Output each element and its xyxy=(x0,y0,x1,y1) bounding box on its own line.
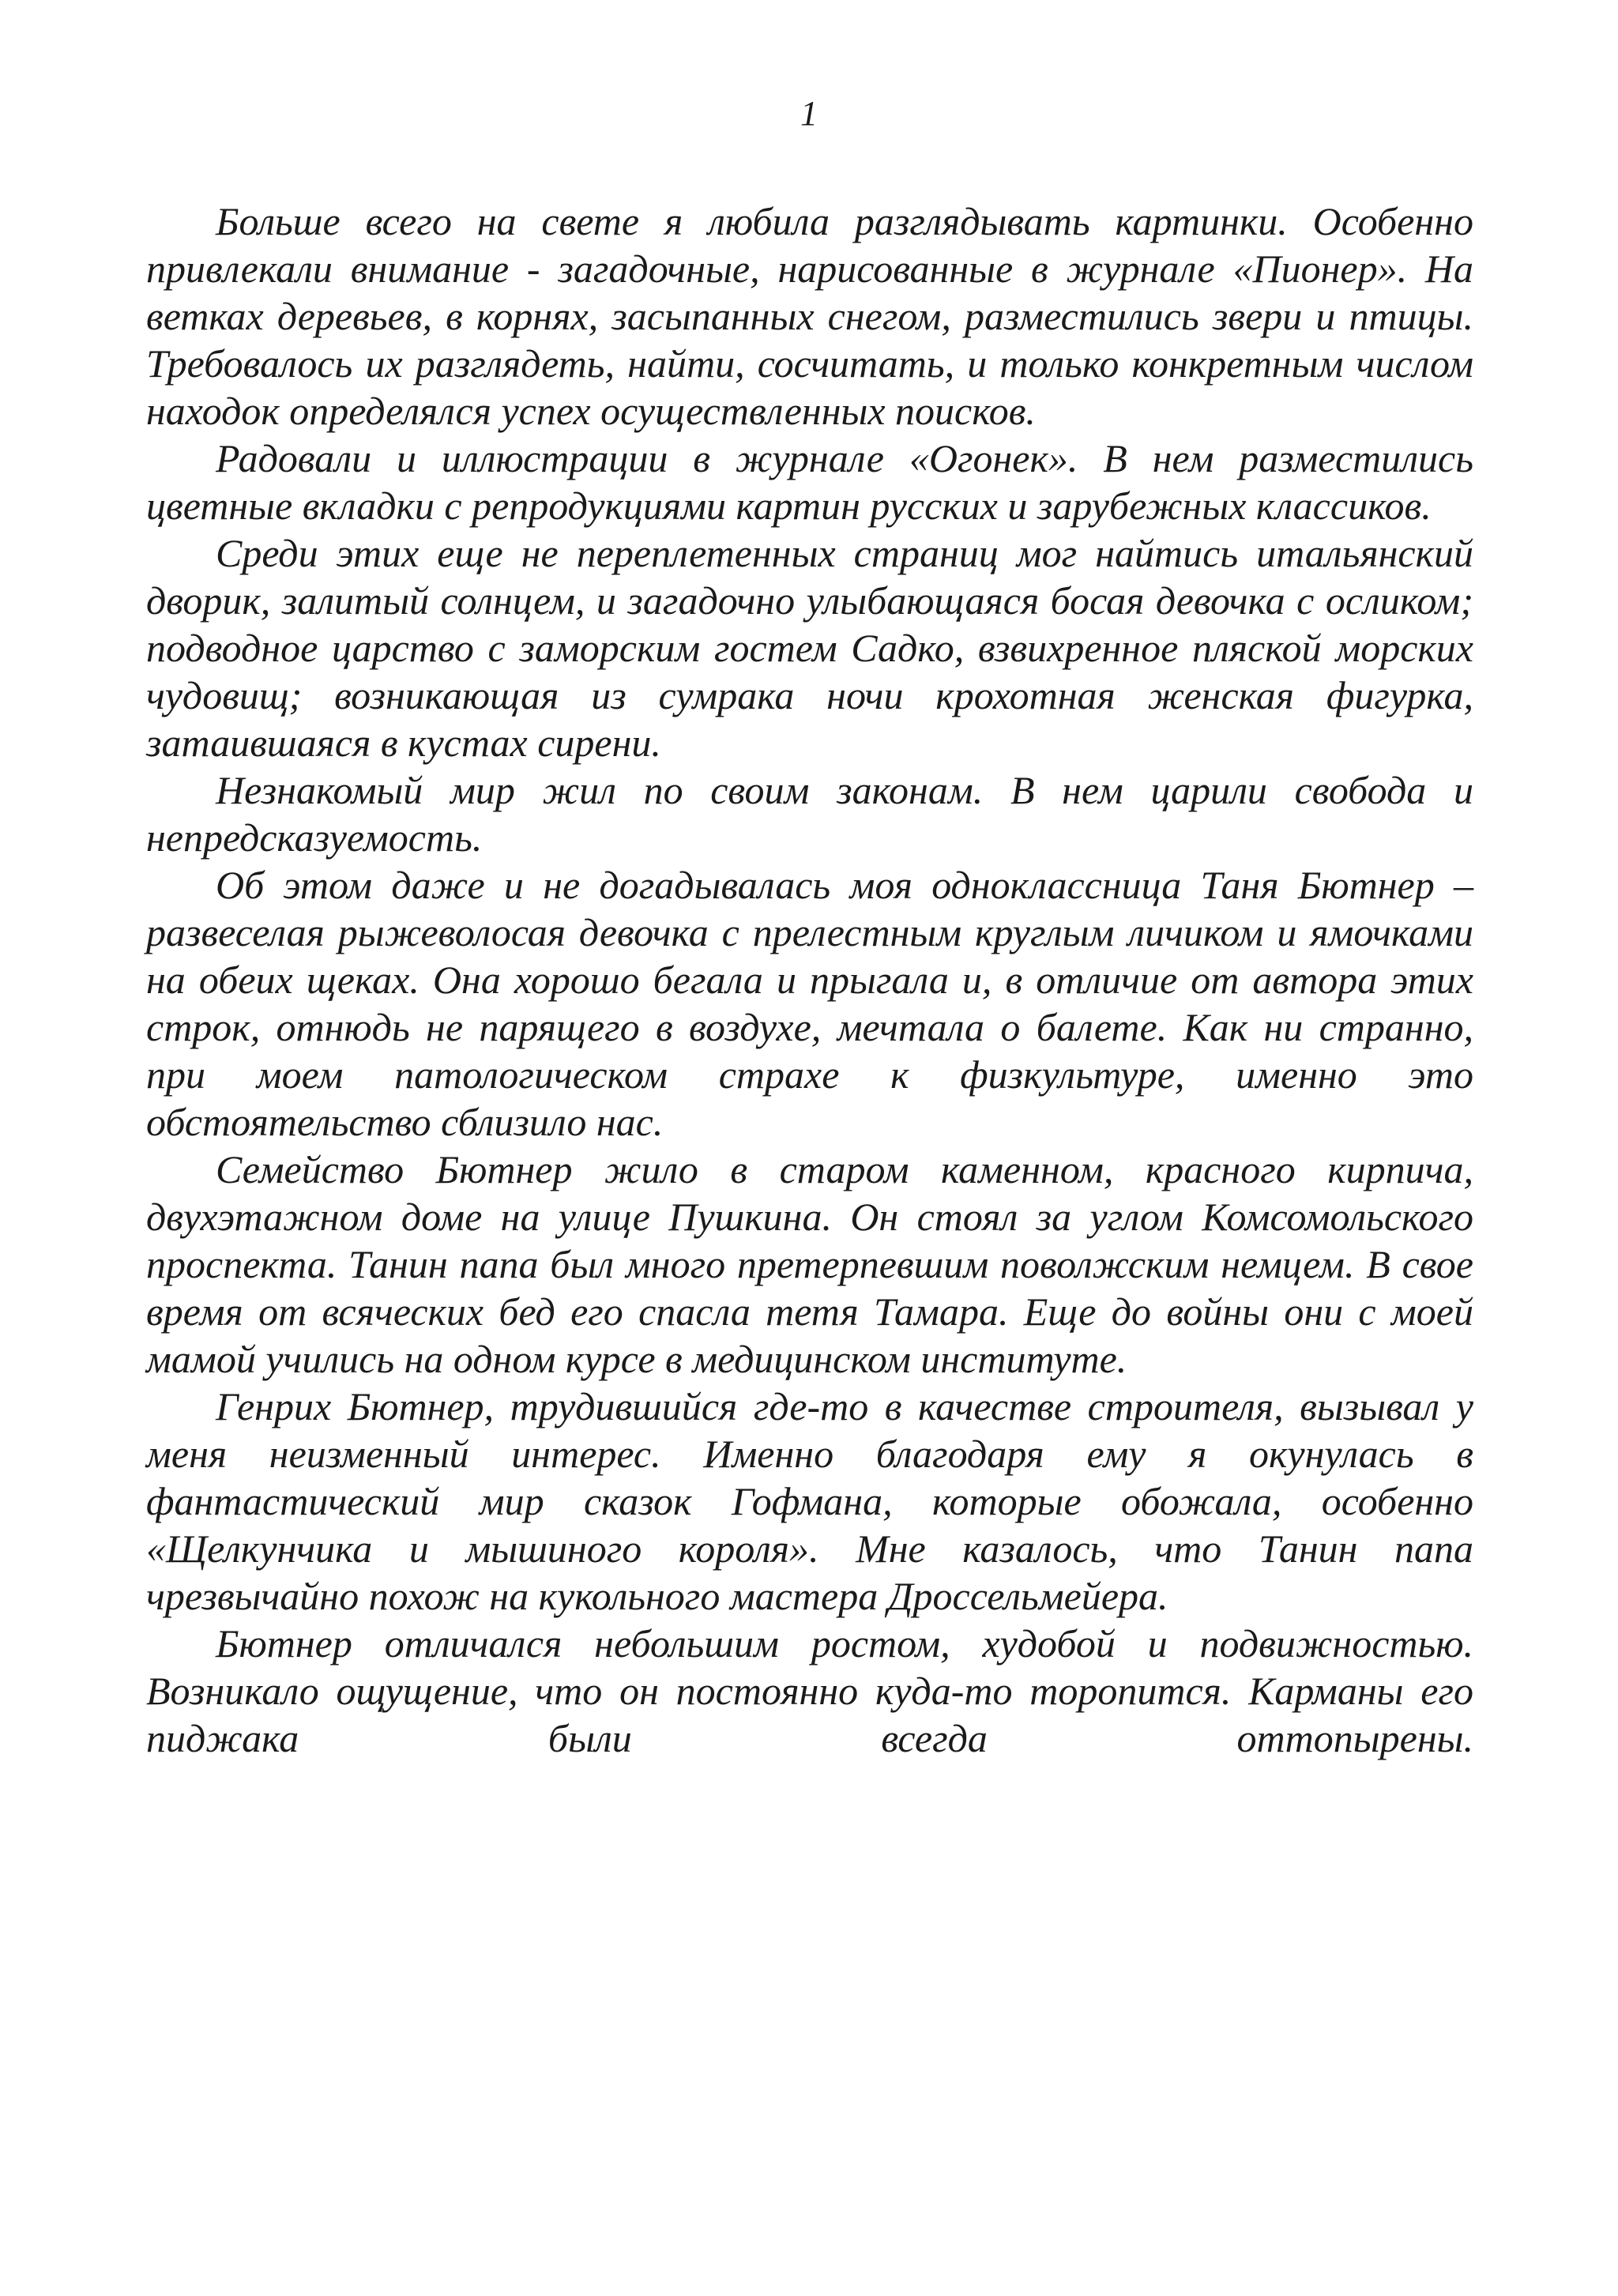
paragraph: Генрих Бютнер, трудившийся где-то в качестве строителя, вызывал у меня неизменный интерес. Именно благодаря ему я окунулась в фантастический мир сказок Гофмана, которые обожала, особенно «Щелкунчика и мышиного короля». Мне казалось, что Танин папа чрезвычайно похож на кукольного мастера Дроссельмейера. xyxy=(146,1384,1473,1618)
page-number: 1 xyxy=(800,94,818,133)
paragraph: Радовали и иллюстрации в журнале «Огонек». В нем разместились цветные вкладки с репродукциями картин русских и зарубежных классиков. xyxy=(146,436,1473,528)
paragraph: Незнакомый мир жил по своим законам. В нем царили свобода и непредсказуемость. xyxy=(146,768,1473,860)
body-text xyxy=(146,198,1473,1762)
paragraph: Среди этих еще не переплетенных страниц мог найтись итальянский дворик, залитый солнцем, и загадочно улыбающаяся босая девочка с осликом; подводное царство с заморским гостем Садко, взвихренное пляской морских чудовищ; возникающая из сумрака ночи крохотная женская фигурка, затаившаяся в кустах сирени. xyxy=(146,531,1473,765)
paragraph: Бютнер отличался небольшим ростом, худобой и подвижностью. Возникало ощущение, что он постоянно куда-то торопится. Карманы его пиджака были всегда оттопырены. xyxy=(146,1621,1473,1760)
paragraph: Семейство Бютнер жило в старом каменном, красного кирпича, двухэтажном доме на улице Пушкина. Он стоял за углом Комсомольского проспекта. Танин папа был много претерпевшим поволжским немцем. В свое время от всяческих бед его спасла тетя Тамара. Еще до войны они с моей мамой учились на одном курсе в медицинском институте. xyxy=(146,1147,1473,1381)
paragraph: Об этом даже и не догадывалась моя одноклассница Таня Бютнер – развеселая рыжеволосая девочка с прелестным круглым личиком и ямочками на обеих щеках. Она хорошо бегала и прыгала и, в отличие от автора этих строк, отнюдь не парящего в воздухе, мечтала о балете. Как ни странно, при моем патологическом страхе к физкультуре, именно это обстоятельство сблизило нас. xyxy=(146,863,1473,1144)
paragraph: Больше всего на свете я любила разглядывать картинки. Особенно привлекали внимание - загадочные, нарисованные в журнале «Пионер». На ветках деревьев, в корнях, засыпанных снегом, разместились звери и птицы. Требовалось их разглядеть, найти, сосчитать, и только конкретным числом находок определялся успех осуществленных поисков. xyxy=(146,199,1473,433)
